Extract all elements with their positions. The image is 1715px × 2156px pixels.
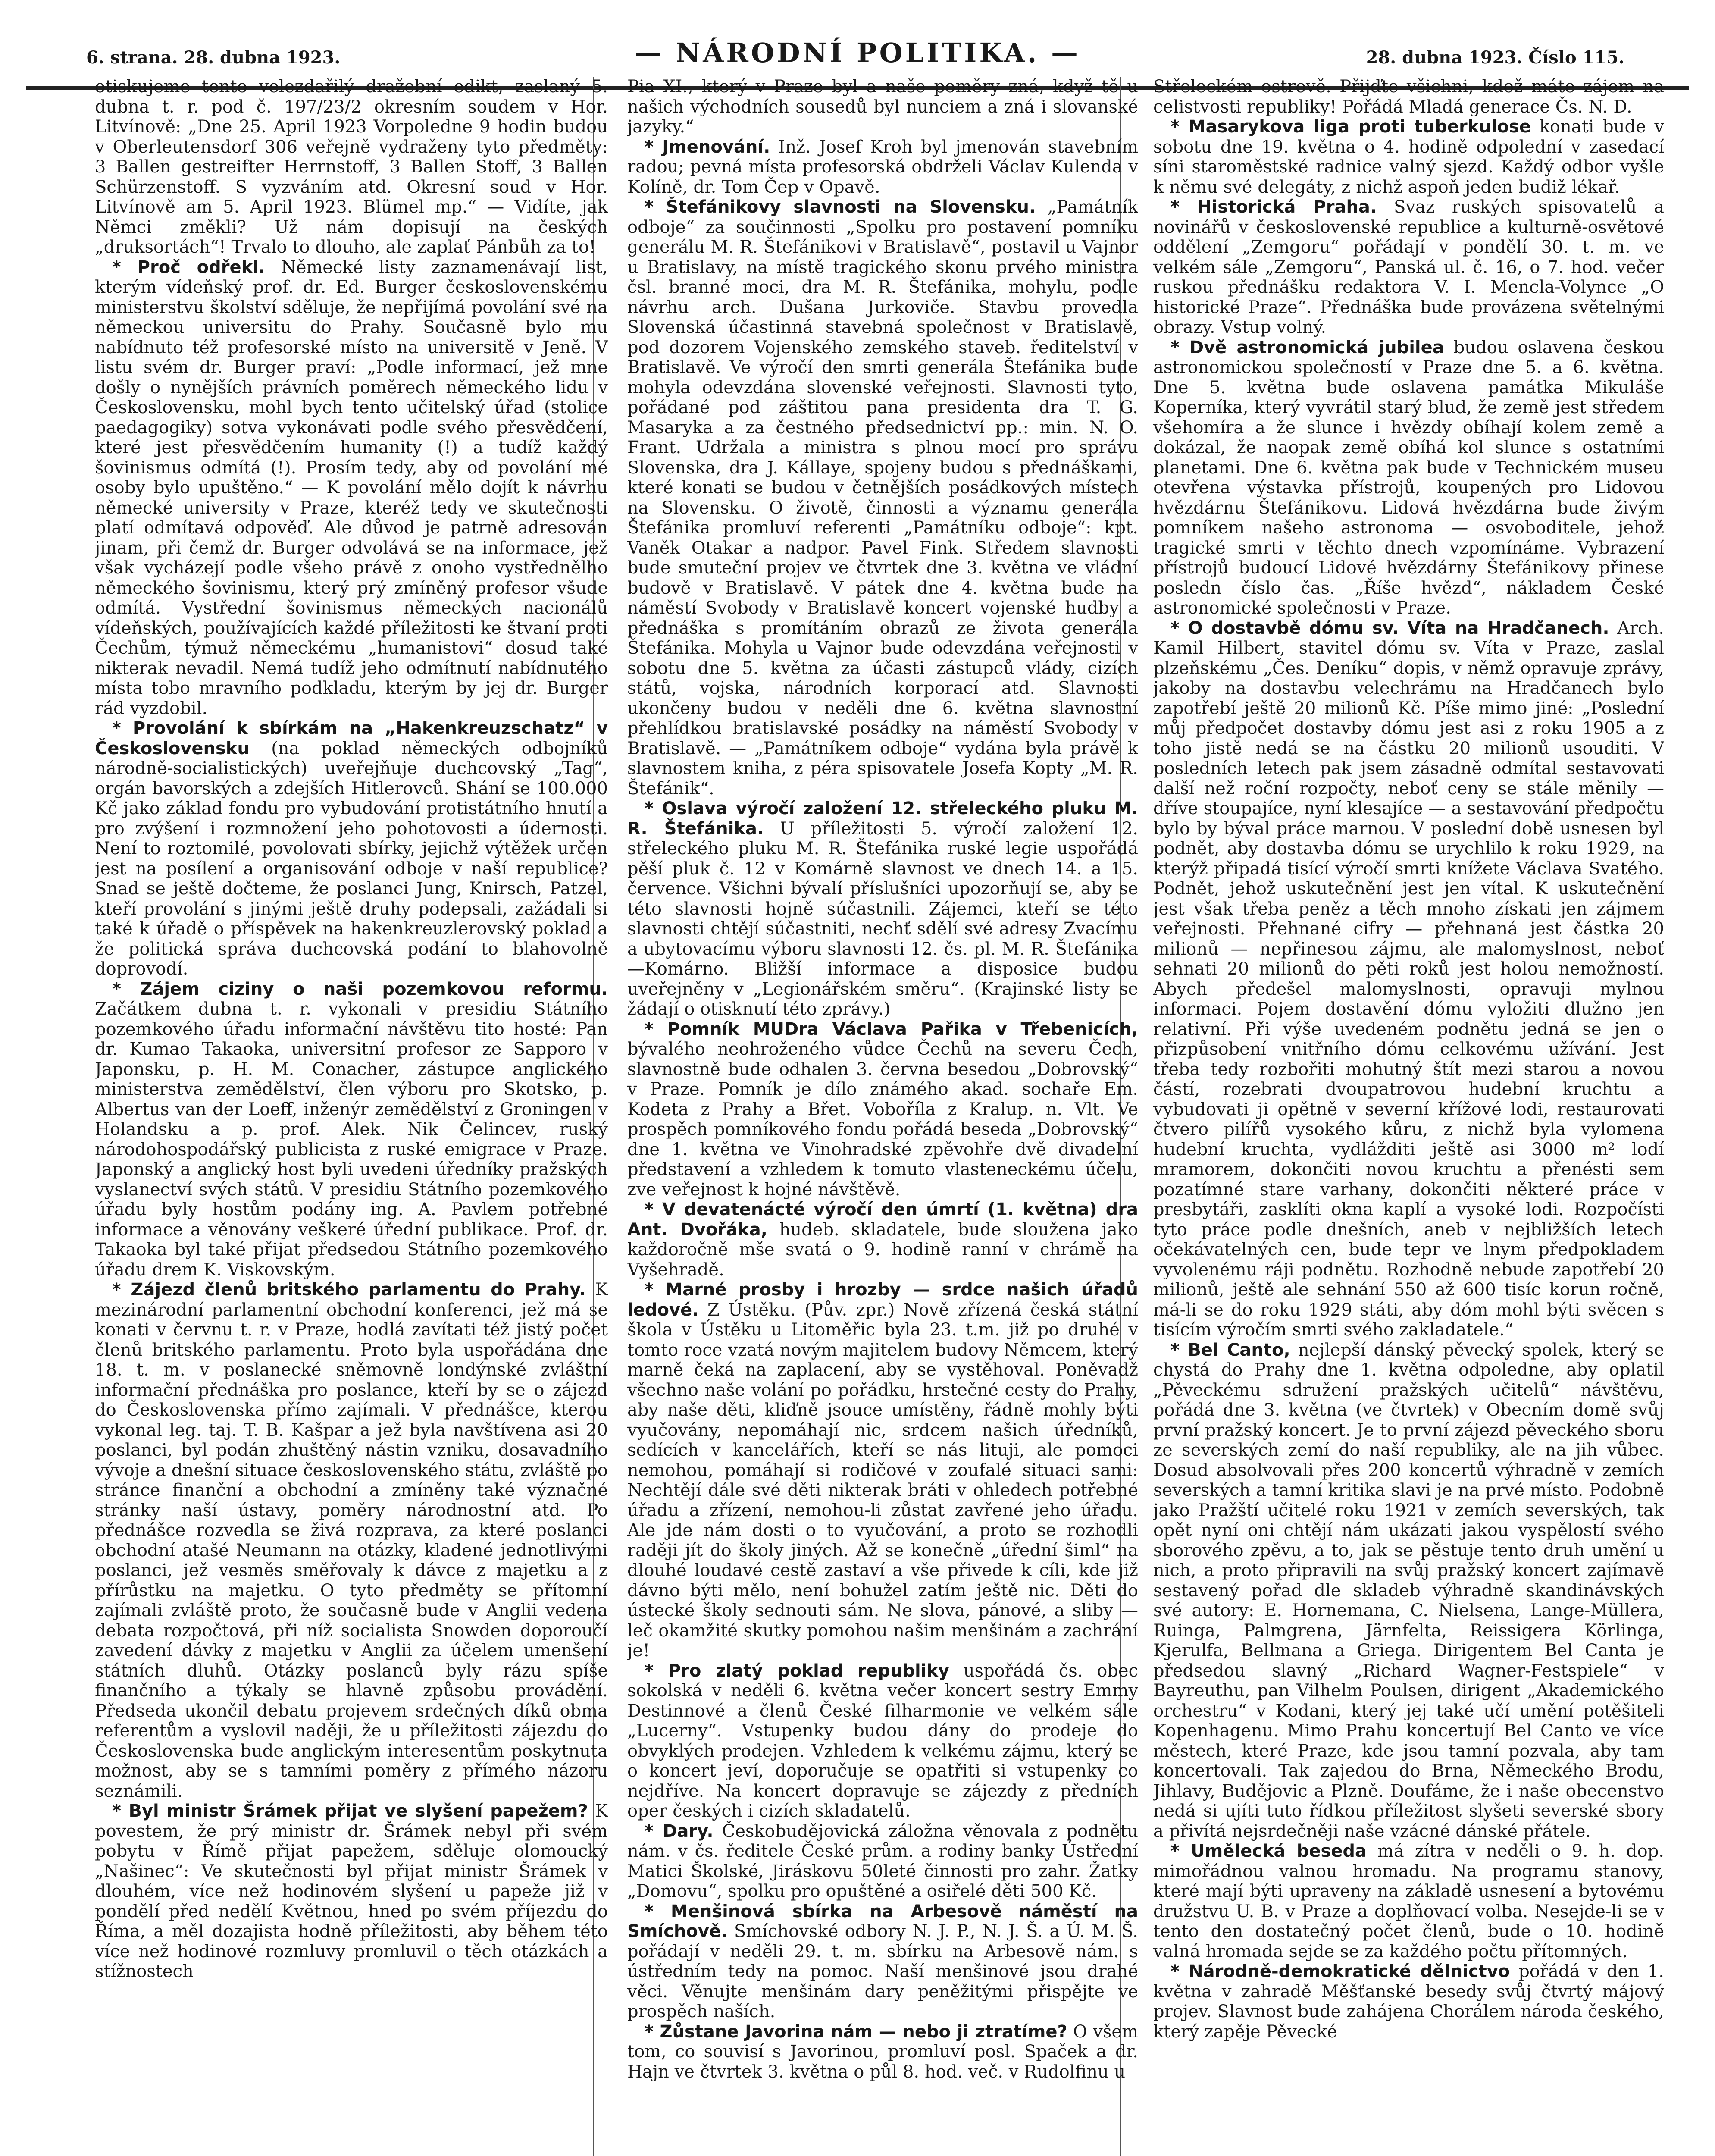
column-3 xyxy=(1153,77,1664,2156)
article-body: nejlepší dánský pěvecký spolek, který se chystá do Prahy dne 1. května odpoledne, aby oplatil „Pěveckému sdružení pražských učitelů“ návštěvu, pořádá dne 3. května (ve čtvrtek) v Obecním domě svůj první pražský koncert. Je to první zájezd pěveckého sboru ze severských zemí do naší republiky, ale na jih vůbec. Dosud absolvovali přes 200 koncertů výhradně v zemích severských a tamní kritika slavi je na prvé místo. Podobně jako Pražští učitelé roku 1921 v zemích severských, tak opět nyní oni chtějí nám ukázati jakou vyspělostí svého sborového zpěvu, a to, jak se pěstuje tento druh umění u nich, a proto připravili na svůj pražský koncert zajímavě sestavený pořad dle skladeb výhradně skandinávských své autory: E. Hornemana, C. Nielsena, Lange-Müllera, Ruinga, Palmgrena, Järnfelta, Reissigera Körlinga, Kjerulfa, Bellmana a Griega. Dirigentem Bel Canta je předsedou slavný „Richard Wagner-Festspiele“ v Bayreuthu, pan Vilhelm Poulsen, dirigent „Akademického orchestru“ v Kodani, který jej také učí umění potěšiteli Kopenhagenu. Mimo Prahu koncertují Bel Canto ve více městech, které Praze, kde jsou tamní pozvala, aby tam koncertovali. Tak zajedou do Brna, Německého Brodu, Jihlavy, Budějovic a Plzně. Doufáme, že i naše obecenstvo nedá si ujíti tuto řídkou příležitost slyšeti severské sbory a přivítá nejsrdečněji naše vzácné dánské přátele. xyxy=(1153,1340,1664,1841)
date-and-issue: 28. dubna 1923. Číslo 115. xyxy=(1366,47,1624,68)
news-article xyxy=(1153,1841,1664,1962)
article-body: (na poklad německých odbojníků národně-socialistických) uveřejňuje duchcovský „Tag“, orgán bavorských a zdejších Hitlerovců. Shání se 100.000 Kč jako základ fondu pro vybudování protistátního hnutí a pro zvýšení i rozmnožení jeho pohotovosti a údernosti. Není to roztomilé, povolovati sbírky, jejichž výtěžek určen jest na posílení a organisování odboje v naší republice? Snad se ještě dočteme, že poslanci Jung, Knirsch, Patzel, kteří provolání s jinými ještě druhy podepsali, zažádali si také k úřadě o příspěvek na hakenkreuzlerovský poklad a že politická správa duchcovská podání to blahovolně doprovodí. xyxy=(95,738,608,979)
column-1 xyxy=(95,77,608,2156)
article-headline: * Bel Canto, xyxy=(1170,1340,1290,1360)
article-body: pořádá v den 1. května v zahradě Měšťanské besedy svůj čtvrtý májový projev. Slavnost bude zahájena Chorálem národa českého, který zapěje Pěvecké xyxy=(1153,1962,1664,2042)
article-body: Začátkem dubna t. r. vykonali v presidiu Státního pozemkového úřadu informační návštěvu tito hosté: Pan dr. Kumao Takaoka, universitní profesor ze Sapporo v Japonsku, p. H. M. Conacher, zástupce anglického ministerstva zemědělství, člen výboru pro Skotsko, p. Albertus van der Loeff, inženýr zemědělství z Groningen v Holandsku a p. prof. Alek. Nik Čelincev, ruský národohospodářský publicista z ruské emigrace v Praze. Japonský a anglický host byli uvedeni úředníky pražských vyslanectví svých států. V presidiu Státního pozemkového úřadu byly hostům podány ing. A. Pavlem potřebné informace a věnovány veškeré úřední publikace. Prof. dr. Takaoka byl také přijat předsedou Státního pozemkového úřadu drem K. Viskovským. xyxy=(95,999,608,1280)
news-article xyxy=(627,197,1138,799)
news-article xyxy=(1153,117,1664,197)
news-article xyxy=(627,1902,1138,2022)
article-body: Inž. Josef Kroh byl jmenován stavebním radou; pevná místa profesorská obdrželi Václav Kulenda v Kolíně, dr. Tom Čep v Opavě. xyxy=(627,137,1138,197)
article-headline: * Oslava výročí založení 12. střeleckého pluku M. R. Štefánika. xyxy=(627,799,1138,839)
article-headline: * Marné prosby i hrozby — srdce našich úřadů ledové. xyxy=(627,1280,1138,1320)
article-body: Střeleckém ostrově. Přijďte všichni, kdož máte zájem na celistvosti republiky! Pořádá Mladá generace Čs. N. D. xyxy=(1153,77,1664,117)
article-body: Z Ústěku. (Pův. zpr.) Nově zřízená česká státní škola v Ústěku u Litoměřic byla 23. t.m. již po druhé v tomto roce vzatá novým majitelem budovy Němcem, který marně čeká na zaplacení, aby se vystěhoval. Poněvadž všechno naše volání po pořádku, hrstečné cesty do Prahy, aby naše děti, kliďně jsouce umístěny, řádně mohly býti vyučovány, nepomáhají nic, srdcem našich úředníků, sedících v kancelářích, kteří se nás lituji, ale pomoci nemohou, pomáhají si rodičové v zoufalé situaci sami: Nechtějí dále své děti nikterak bráti v ohledech potřebné úřadu a zřízení, nemohou-li zůstat zavřené jeho úřadu. Ale jde nám dosti o to vyučování, a proto se rozhodli raději jít do školy jiných. Až se konečně „úřední šiml“ na dlouhé loudavé cestě zastaví a vše přivede k cíli, kde již dávno býti mělo, není bohužel zatím ještě nic. Děti do ústecké školy sednouti sám. Ne slova, pánové, a sliby — leč okamžité skutky pomohou našim menšinám a zachrání je! xyxy=(627,1300,1138,1661)
news-article xyxy=(95,1280,608,1801)
article-headline: * Zůstane Javorina nám — nebo ji ztratíme? xyxy=(645,2022,1067,2042)
page-and-date: 6. strana. 28. dubna 1923. xyxy=(86,47,341,68)
news-article xyxy=(627,77,1138,137)
article-body: „Památník odboje“ za součinnosti „Spolku pro postavení pomníku generálu M. R. Štefánikovi v Bratislavě“, postavil u Vajnor u Bratislavy, na místě tragického skonu prvého ministra čsl. branné moci, dra M. R. Štefánika, mohylu, podle návrhu arch. Dušana Jurkoviče. Stavbu provedla Slovenská účastinná stavebná společnost v Bratislavě, pod dozorem Vojenského zemského staveb. ředitelství v Bratislavě. Ve výročí den smrti generála Štefánika bude mohyla odevzdána slovenské veřejnosti. Slavnosti tyto, pořádané pod záštitou pana presidenta dra T. G. Masaryka a za čestného předsednictví pp.: min. N. O. Frant. Udržala a ministra s plnou mocí pro správu Slovenska, dra J. Kállaye, spojeny budou s přednáškami, které konati se budou v četnějších posádkových místech na Slovensku. O životě, činnosti a významu generála Štefánika promluví referenti „Památníku odboje“: kpt. Vaněk Otakar a nadpor. Pavel Fink. Středem slavnosti bude smuteční projev ve čtvrtek dne 3. května ve vládní budově v Bratislavě. V pátek dne 4. května bude na náměstí Svobody v Bratislavě koncert vojenské hudby a přednáška s promítáním obrazů ze života generála Štefánika. Mohyla u Vajnor bude odevzdána veřejnosti v sobotu dne 5. května za účasti zástupců vlády, cizích států, vojska, národních korporací atd. Slavnosti ukončeny budou v neděli dne 6. května slavnostní přehlídkou bratislavské posádky na náměstí Svobody v Bratislavě. — „Památníkem odboje“ vydána byla právě k slavnostem kniha, z péra spisovatele Josefa Kopty „M. R. Štefánik“. xyxy=(627,197,1138,799)
article-body: budou oslavena českou astronomickou společností v Praze dne 5. a 6. května. Dne 5. května bude oslavena památka Mikuláše Koperníka, který vyvrátil starý blud, že země jest středem všehomíra a že slunce i hvězdy obíhají kolem země a dokázal, že naopak země obíhá kol slunce s ostatními planetami. Dne 6. května pak bude v Technickém museu otevřena výstavka přístrojů, koupených pro Lidovou hvězdárnu Štefánikovu. Lidová hvězdárna bude živým pomníkem našeho astronoma — osvoboditele, jehož tragické smrti v těchto dnech vzpomínáme. Vybrazení přístrojů budoucí Lidové hvězdárny Štefánikovy přinese posledn číslo čas. „Říše hvězd“, nákladem České astronomické společnosti v Praze. xyxy=(1153,337,1664,618)
newspaper-title: — NÁRODNÍ POLITIKA. — xyxy=(635,37,1080,69)
article-headline: * Menšinová sbírka na Arbesově náměstí na Smíchově. xyxy=(627,1902,1138,1942)
article-body: U příležitosti 5. výročí založení 12. střeleckého pluku M. R. Štefánika ruské legie uspořádá pěší pluk č. 12 v Komárně slavnost ve dnech 14. a 15. července. Všichni bývalí příslušníci upozorňují se, aby se této slavnosti hojně súčastnili. Zájemci, kteří se této slavnosti chtějí súčastniti, nechť sdělí své adresy Zvacímu a ubytovacímu výboru slavnosti 12. čs. pl. M. R. Štefánika—Komárno. Bližší informace a disposice budou uveřejněny v „Legionářském směru“. (Krajinské listy se žádají o otisknutí této zprávy.) xyxy=(627,818,1138,1019)
news-article xyxy=(95,718,608,979)
article-body: K povestem, že prý ministr dr. Šrámek nebyl při svém pobytu v Římě přijat papežem, sděluje olomoucký „Našinec“: Ve skutečnosti byl přijat ministr Šrámek v dlouhém, více než hodinovém slyšení u papeže již v pondělí před nedělí Květnou, hned po svém příjezdu do Říma, a měl dozajista hodně příležitosti, aby během této více než hodinové rozmluvy promluvil o těch otázkách a stížnostech xyxy=(95,1801,608,1981)
article-body: K mezinárodní parlamentní obchodní konferenci, jež má se konati v červnu t. r. v Praze, hodlá zavítati též jistý počet členů britského parlamentu. Proto byla uspořádána dne 18. t. m. v poslanecké sněmovně londýnské zvláštní informační přednáška pro poslance, kteří by se o zájezd do Československa přímo zajímali. V přednášce, kterou vykonal leg. taj. T. B. Kašpar a jež byla navštívena asi 20 poslanci, byl podán zhuštěný nástin vzniku, dosavadního vývoje a dnešní situace československého státu, zvláště po stránce finanční a obchodní a zmíněny také význačné stránky naší ústavy, poměry národnostní atd. Po přednášce rozvedla se živá rozprava, za které poslanci obchodní atašé Neumann na otázky, kladené jednotlivými poslanci, jež vesměs směřovaly k dávce z majetku a z přírůstku na majetku. O tyto předměty se přítomní zajímali zvláště proto, že současně bude v Anglii vedena debata rozpočtová, při níž socialista Snowden doporoučí zavedení dávky z majetku v Anglii za účelem umenšení státních dluhů. Otázky poslanců byly rázu spíše finančního a týkaly se hlavně způsobu provádění. Předseda ukončil debatu projevem srdečných díků obma referentům a vyslovil naději, že u příležitosti zájezdu do Československa bude anglickým interesentům poskytnuta možnost, aby se s tamními poměry z přímého názoru seznámili. xyxy=(95,1280,608,1801)
article-headline: * Štefánikovy slavnosti na Slovensku. xyxy=(645,197,1036,217)
news-article xyxy=(95,77,608,257)
article-body: má zítra v neděli o 9. h. dop. mimořádnou valnou hromadu. Na programu stanovy, které mají býti upraveny na základě usnesení a bytovému družstvu U. B. v Praze a doplňovací volba. Nesejde-li se v tento den dostatečný počet členů, bude o 10. hodině valná hromada sejde se za každého počtu přítomných. xyxy=(1153,1841,1664,1962)
article-headline: * V devatenácté výročí den úmrtí (1. května) dra Ant. Dvořáka, xyxy=(627,1200,1138,1240)
article-headline: * Pomník MUDra Václava Pařika v Třebenicích, xyxy=(645,1019,1138,1039)
article-headline: * Jmenování. xyxy=(645,137,770,157)
article-body: O všem tom, co souvisí s Javorinou, promluví posl. Spaček a dr. Hajn ve čtvrtek 3. května o půl 8. hod. več. v Rudolfinu u xyxy=(627,2021,1138,2082)
news-article xyxy=(627,137,1138,197)
news-article xyxy=(95,979,608,1280)
news-article xyxy=(627,1019,1138,1200)
article-body: Pia XI., který v Praze byl a naše poměry zná, když tě u našich východních sousedů byl nunciem a zná i slovanské jazyky.“ xyxy=(627,77,1138,137)
news-article xyxy=(627,799,1138,1019)
article-body: Svaz ruských spisovatelů a novinářů v československé republice a kulturně-osvětové oddělení „Zemgoru“ pořádají v pondělí 30. t. m. ve velkém sále „Zemgoru“, Panská ul. č. 16, o 7. hod. večer ruskou přednášku redaktora V. I. Mencla-Volynce „O historické Praze“. Přednáška bude provázena světelnými obrazy. Vstup volný. xyxy=(1153,197,1664,337)
article-headline: * Zájem ciziny o naši pozemkovou reformu. xyxy=(112,979,608,999)
article-headline: * Umělecká beseda xyxy=(1170,1841,1367,1861)
news-article xyxy=(627,2022,1138,2082)
article-headline: * O dostavbě dómu sv. Víta na Hradčanech. xyxy=(1170,618,1609,638)
article-body: Arch. Kamil Hilbert, stavitel dómu sv. Víta v Praze, zaslal plzeňskému „Čes. Deníku“ dopis, v němž opravuje zprávy, jakoby na dostavbu velechrámu na Hradčanech bylo zapotřebí ještě 20 milionů Kč. Píše mimo jiné: „Poslední můj předpočet dostavby dómu jest asi z roku 1905 a z toho jistě nedá se na částku 20 milionů usouditi. V posledních letech pak jsem zásadně odmítal sestavovati další než roční rozpočty, neboť ceny se stále měnily — dříve stoupajíce, nyní klesajíce — a sestavování předpočtu bylo by býval práce marnou. V poslední době usnesen byl podnět, aby dostavba dómu se urychlilo k roku 1929, na kterýž připadá tisící výročí smrti knížete Václava Svatého. Podnět, jehož uskutečnění jest jen vítal. K uskutečnění jest však třeba peněz a těch mnoho získati jen zájmem veřejnosti. Přehnané cifry — přehnaná jest částka 20 milionů — nepřinesou zájmu, ale malomyslnost, neboť sehnati 20 milionů do pěti roků jest holou nemožností. Abych předešel malomyslnosti, opravuji mylnou informaci. Pojem dostavění dómu vyložiti dlužno jen relativní. Při výše uvedeném podnětu jedná se jen o přizpůsobení vnitřního dómu celkovému užívání. Jest třeba tedy rozbořiti mohutný štít mezi starou a novou částí, rozebrati dvoupatrovou hudební kruchtu a vybudovati ji opětně v severní křížové lodi, restaurovati čtvero pilířů vysokého kůru, z nichž byla vylomena hudební kruchta, vydlážditi ještě asi 3000 m² lodí mramorem, dokončiti novou kruchtu a přenésti sem pozatímné stare varhany, dokončiti některé práce v presbytáři, zasklíti okna kaplí a vysoké lodi. Rozpočísti tyto práce podle dnešních, aneb v nejbližších letech očekávatelných cen, bude tepr ve lnym předpokladem vyvolenému ráji podnětu. Rozhodně nebude zapotřebí 20 milionů, ještě ale sehnání 550 až 600 tisíc korun ročně, má-li se do roku 1929 státi, aby dóm mohl býti svěcen s tisícím výročím smrti svého zakladatele.“ xyxy=(1153,618,1664,1340)
article-columns xyxy=(95,77,1664,2156)
article-headline: * Národně-demokratické dělnictvo xyxy=(1170,1962,1510,1981)
news-article xyxy=(1153,338,1664,618)
article-body: Smíchovské odbory N. J. P., N. J. Š. a Ú. M. Š. pořádají v neděli 29. t. m. sbírku na Arbesově nám. s ústředním tedy na pomoc. Naší menšinové jsou drahé věci. Věnujte menšinám dary peněžitými přispějte ve prospěch naších. xyxy=(627,1921,1138,2021)
news-article xyxy=(1153,618,1664,1340)
news-article xyxy=(95,1801,608,1982)
article-body: bývalého neohroženého vůdce Čechů na severu Čech, slavnostně bude odhalen 3. června besedou „Dobrovský“ v Praze. Pomník je dílo známého akad. sochaře Em. Kodeta z Prahy a Břet. Voboříla z Kralup. n. Vlt. Ve prospěch pomníkového fondu pořádá beseda „Dobrovský“ dne 1. května ve Vinohradské zpěvohře dvě divadelní představení a vzhledem k tomuto vlasteneckému účelu, zve veřejnost k hojné návštěvě. xyxy=(627,1039,1138,1200)
news-article xyxy=(627,1661,1138,1821)
news-article xyxy=(1153,197,1664,338)
article-body: uspořádá čs. obec sokolská v neděli 6. května večer koncert sestry Emmy Destinnové a členů České filharmonie ve velkém sále „Lucerny“. Vstupenky budou dány do prodeje do obvyklých prodejen. Vzhledem k velkému zájmu, který se o koncert jeví, doporučuje se opatřiti si vstupenky co nejdříve. Na koncert dopravuje se zájezdy z předních oper českých i cizích skladatelů. xyxy=(627,1661,1138,1821)
news-article xyxy=(627,1200,1138,1280)
news-article xyxy=(1153,1962,1664,2042)
article-headline: * Masarykova liga proti tuberkulose xyxy=(1170,117,1531,137)
article-headline: * Dvě astronomická jubilea xyxy=(1170,338,1444,357)
article-body: hudeb. skladatele, bude sloužena jako každoročně mše svatá o 9. hodině ranní v chrámě na Vyšehradě. xyxy=(627,1219,1138,1280)
article-body: konati bude v sobotu dne 19. května o 4. hodině odpolední v zasedací síni staroměstské radnice valný sjezd. Každý odbor vyšle k němu své delegáty, z nichž aspoň jeden budiž lékař. xyxy=(1153,117,1664,197)
article-headline: * Zájezd členů britského parlamentu do Prahy. xyxy=(112,1280,586,1300)
article-body: Německé listy zaznamenávají list, kterým vídeňský prof. dr. Ed. Burger československému ministerstvu školství sděluje, že nepřijímá povolání své na německou universitu do Prahy. Současně bylo mu nabídnuto též profesorské místo na universitě v Jeně. V listu svém dr. Burger praví: „Podle informací, jež mne došly o nynějších právních poměrech německého lidu v Československu, mohl bych tento učitelský úřad (stolice paedagogiky) sotva vykonávati podle svého přesvědčení, které jest přesvědčením humanity (!) a tudíž každý šovinismus odmítá (!). Prosím tedy, aby od povolání mé osoby bylo upuštěno.“ — K povolání mělo dojít k návrhu německé university v Praze, kteréž tedy ve skutečnosti platí odmítavá odpověď. Ale důvod je patrně adresován jinam, při čemž dr. Burger odvolává se na informace, jež však vycházejí podle všeho právě z onoho vystřednělho německého šovinismu, který prý zmíněný profesor všude odmítá. Vystřední šovinismus německých nacionálů vídeňských, používajících každé příležitosti ke štvaní proti Čechům, týmuž německému „humanistovi“ dosud také nikterak nevadil. Nemá tudíž jeho odmítnutí nabídnutého místa tobo mravního podkladu, kterým by jej dr. Burger rád vyzdobil. xyxy=(95,257,608,718)
article-body: Českobudějovická záložna věnovala z podnětu nám. v čs. ředitele České prům. a rodiny banky Ústřední Matici Školské, Jiráskovu 50leté činnosti pro zahr. Žatky „Domovu“, spolku pro opuštěné a osiřelé děti 500 Kč. xyxy=(627,1821,1138,1901)
article-headline: * Provolání k sbírkám na „Hakenkreuzschatz“ v Československu xyxy=(95,718,608,758)
article-headline: * Byl ministr Šrámek přijat ve slyšení papežem? xyxy=(112,1801,588,1821)
article-headline: * Historická Praha. xyxy=(1170,197,1377,217)
news-article xyxy=(627,1280,1138,1661)
news-article xyxy=(627,1821,1138,1902)
news-article xyxy=(95,257,608,719)
news-article xyxy=(1153,77,1664,117)
news-article xyxy=(1153,1340,1664,1842)
article-headline: * Proč odřekl. xyxy=(112,257,265,277)
article-body: otiskujeme tento velezdařilý dražební edikt, zaslaný 5. dubna t. r. pod č. 197/23/2 okresním soudem v Hor. Litvínově: „Dne 25. April 1923 Vorpoledne 9 hodin budou v Oberleutensdorf 306 veřejně vydraženy tyto předměty: 3 Ballen gestreifter Herrnstoff, 3 Ballen Stoff, 3 Ballen Schürzenstoff. S vyzváním atd. Okresní soud v Hor. Litvínově am 5. April 1923. Blümel mp.“ — Vidíte, jak Němci změkli? Už nám dopisují na českých „druksortách“! Trvalo to dlouho, ale zaplať Pánbůh za to! xyxy=(95,77,608,257)
article-headline: * Dary. xyxy=(645,1821,714,1841)
article-headline: * Pro zlatý poklad republiky xyxy=(645,1661,949,1681)
column-2 xyxy=(627,77,1138,2156)
